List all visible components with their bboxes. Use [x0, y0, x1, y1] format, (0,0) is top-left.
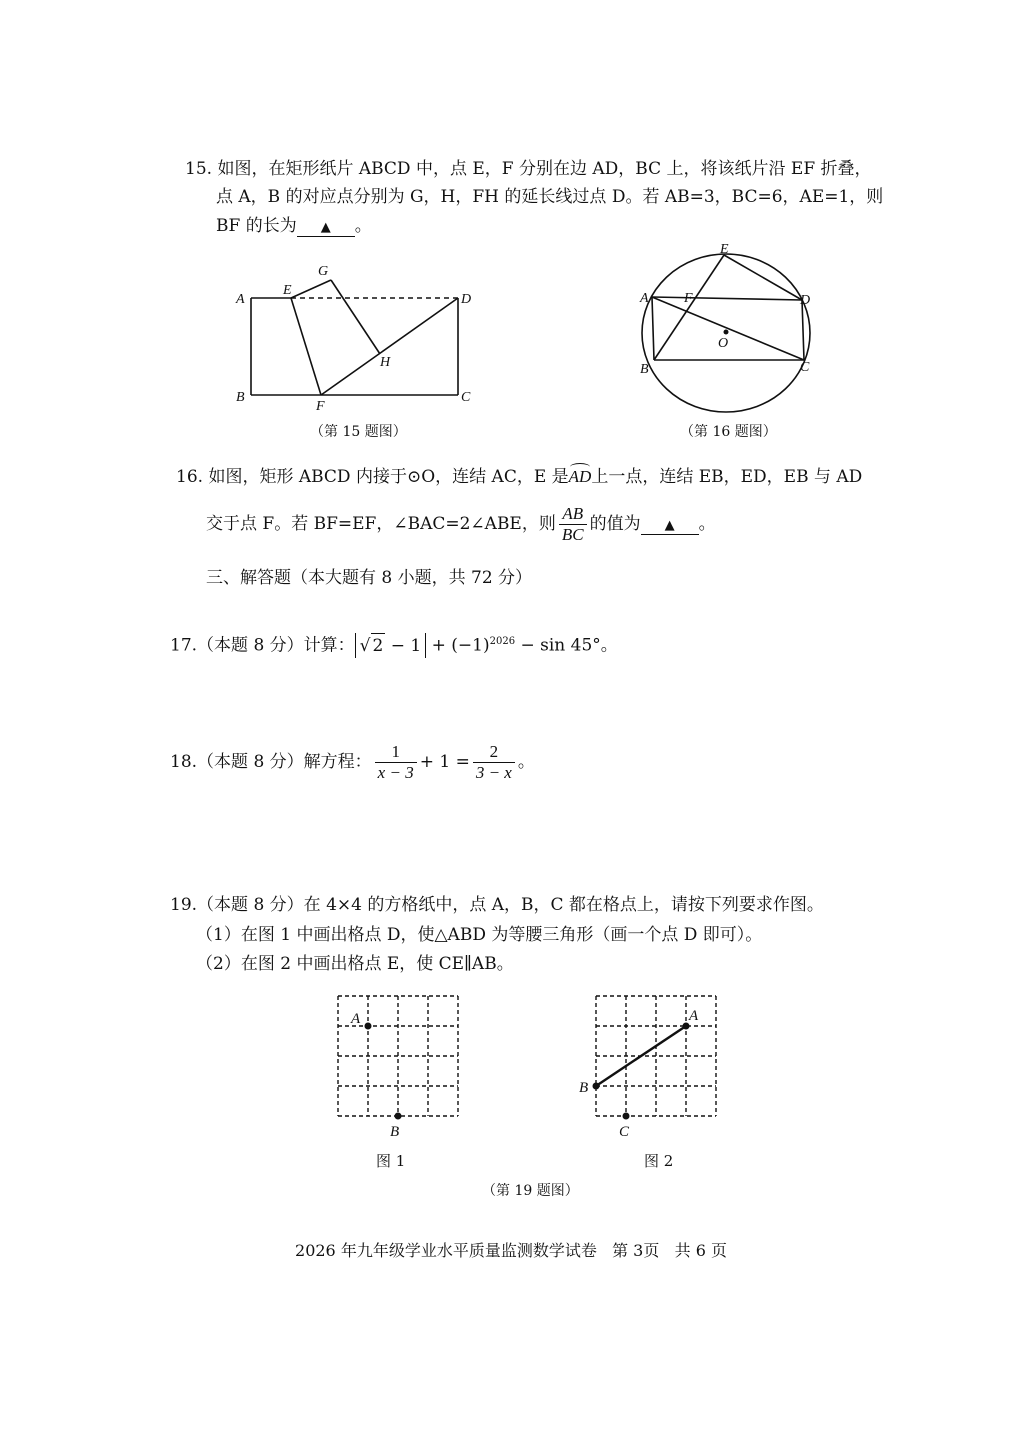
q17-prefix: 17.（本题 8 分）计算：	[170, 635, 355, 656]
fig16-label-B: B	[640, 362, 649, 377]
fig16-seg-AD	[652, 297, 802, 300]
q19-line3: （2）在图 2 中画出格点 E，使 CE∥AB。	[196, 954, 514, 974]
fig16-label-C: C	[800, 360, 810, 375]
q19-fig2-label: 图 2	[644, 1152, 674, 1170]
fig19-2-label-B: B	[579, 1080, 589, 1096]
q15-line3-prefix: BF 的长为	[216, 216, 297, 236]
q18-line	[170, 740, 535, 784]
q15-line3-suffix: 。	[354, 216, 372, 236]
q17-tail: − sin 45°	[515, 635, 601, 656]
fig19-2-seg-AB	[596, 1026, 686, 1086]
fig16-seg-DC	[802, 300, 804, 360]
q19-line1: 19.（本题 8 分）在 4×4 的方格纸中，点 A，B，C 都在格点上，请按下列要求作图。	[170, 895, 824, 915]
figure-16	[630, 240, 830, 420]
q16-line1-b: 上一点，连结 EB，ED，EB 与 AD	[591, 467, 863, 487]
fig15-label-C: C	[461, 390, 471, 405]
fig16-label-A: A	[640, 291, 649, 306]
q15-line3	[216, 215, 372, 237]
figure-19-grid-1	[330, 988, 470, 1138]
fig15-label-G: G	[318, 264, 329, 279]
q17-sqrt-arg: 2	[371, 633, 386, 658]
fig15-label-H: H	[380, 355, 391, 370]
q16-line2-b: 的值为	[589, 514, 641, 534]
fig15-label-A: A	[236, 292, 245, 307]
q17-minus-one: − 1	[385, 635, 422, 656]
q18-end: 。	[517, 752, 535, 772]
q15-figure-caption: （第 15 题图）	[310, 424, 407, 440]
fig16-center-dot	[724, 330, 729, 335]
fig19-2-point-B	[593, 1083, 600, 1090]
fig16-seg-BE	[654, 255, 724, 360]
q16-arc-AD: AD	[568, 467, 592, 486]
q17-end: 。	[600, 635, 618, 656]
fig19-1-point-A	[365, 1023, 372, 1030]
fig16-seg-AB	[652, 297, 654, 360]
q16-line1	[176, 466, 862, 488]
q17-line	[170, 628, 618, 660]
fig16-label-D: D	[800, 293, 811, 308]
q16-figure-caption: （第 16 题图）	[680, 424, 777, 440]
q16-line2-c: 。	[698, 514, 716, 534]
q16-fraction	[559, 504, 587, 545]
fig15-seg-EF	[291, 298, 321, 395]
fig15-seg-GH	[331, 280, 380, 354]
fig15-seg-EG	[291, 280, 331, 298]
q16-line1-a: 16. 如图，矩形 ABCD 内接于⊙O，连结 AC，E 是	[176, 467, 569, 487]
fig15-label-F: F	[316, 399, 325, 414]
fig19-2-label-A: A	[689, 1008, 699, 1024]
q15-line1: 15. 如图，在矩形纸片 ABCD 中，点 E，F 分别在边 AD，BC 上，将该纸片沿 EF 折叠，	[185, 159, 872, 179]
q17-absolute-value: √ 2 − 1	[355, 633, 427, 658]
fig19-2-point-C	[623, 1113, 630, 1120]
q15-line2: 点 A，B 的对应点分别为 G，H，FH 的延长线过点 D。若 AB=3，BC=6，AE=1，则	[216, 187, 884, 207]
q19-figure-caption: （第 19 题图）	[482, 1183, 579, 1199]
figure-19-grid-2	[574, 988, 734, 1138]
q18-left-denominator: x − 3	[377, 763, 414, 782]
q16-fraction-numerator: AB	[559, 504, 587, 525]
fig15-label-E: E	[283, 283, 292, 298]
q16-fraction-denominator: BC	[561, 525, 584, 544]
q16-line2-a: 交于点 F。若 BF=EF，∠BAC=2∠ABE，则	[206, 514, 556, 534]
q18-right-numerator: 2	[473, 742, 515, 763]
q19-line2: （1）在图 1 中画出格点 D，使△ABD 为等腰三角形（画一个点 D 即可）。	[196, 925, 763, 945]
fig15-label-B: B	[236, 390, 245, 405]
fig16-label-F: F	[684, 291, 693, 306]
q16-answer-blank: ▲	[641, 518, 699, 535]
fig19-2-label-C: C	[619, 1124, 630, 1138]
fig15-label-D: D	[461, 292, 472, 307]
q18-prefix: 18.（本题 8 分）解方程：	[170, 752, 372, 772]
fig15-seg-FD	[321, 298, 458, 395]
q15-answer-blank: ▲	[297, 220, 355, 237]
page-footer: 2026 年九年级学业水平质量监测数学试卷 第 3页 共 6 页	[295, 1241, 727, 1260]
q19-fig1-label: 图 1	[376, 1152, 406, 1170]
q18-middle: + 1 =	[419, 752, 470, 772]
figure-15	[228, 258, 488, 418]
q18-left-numerator: 1	[375, 742, 417, 763]
q16-line2	[206, 502, 716, 546]
section-3-heading: 三、解答题（本大题有 8 小题，共 72 分）	[206, 568, 533, 588]
fig16-label-O: O	[718, 336, 729, 351]
fig19-1-label-A: A	[351, 1011, 361, 1027]
q18-left-fraction	[375, 742, 417, 783]
q17-plus-part: + (−1)	[431, 635, 490, 656]
q18-right-denominator: 3 − x	[475, 763, 512, 782]
q17-exponent: 2026	[489, 636, 516, 647]
q18-right-fraction	[473, 742, 515, 783]
fig16-label-E: E	[720, 242, 729, 257]
fig19-1-label-B: B	[390, 1124, 400, 1138]
fig19-1-point-B	[395, 1113, 402, 1120]
